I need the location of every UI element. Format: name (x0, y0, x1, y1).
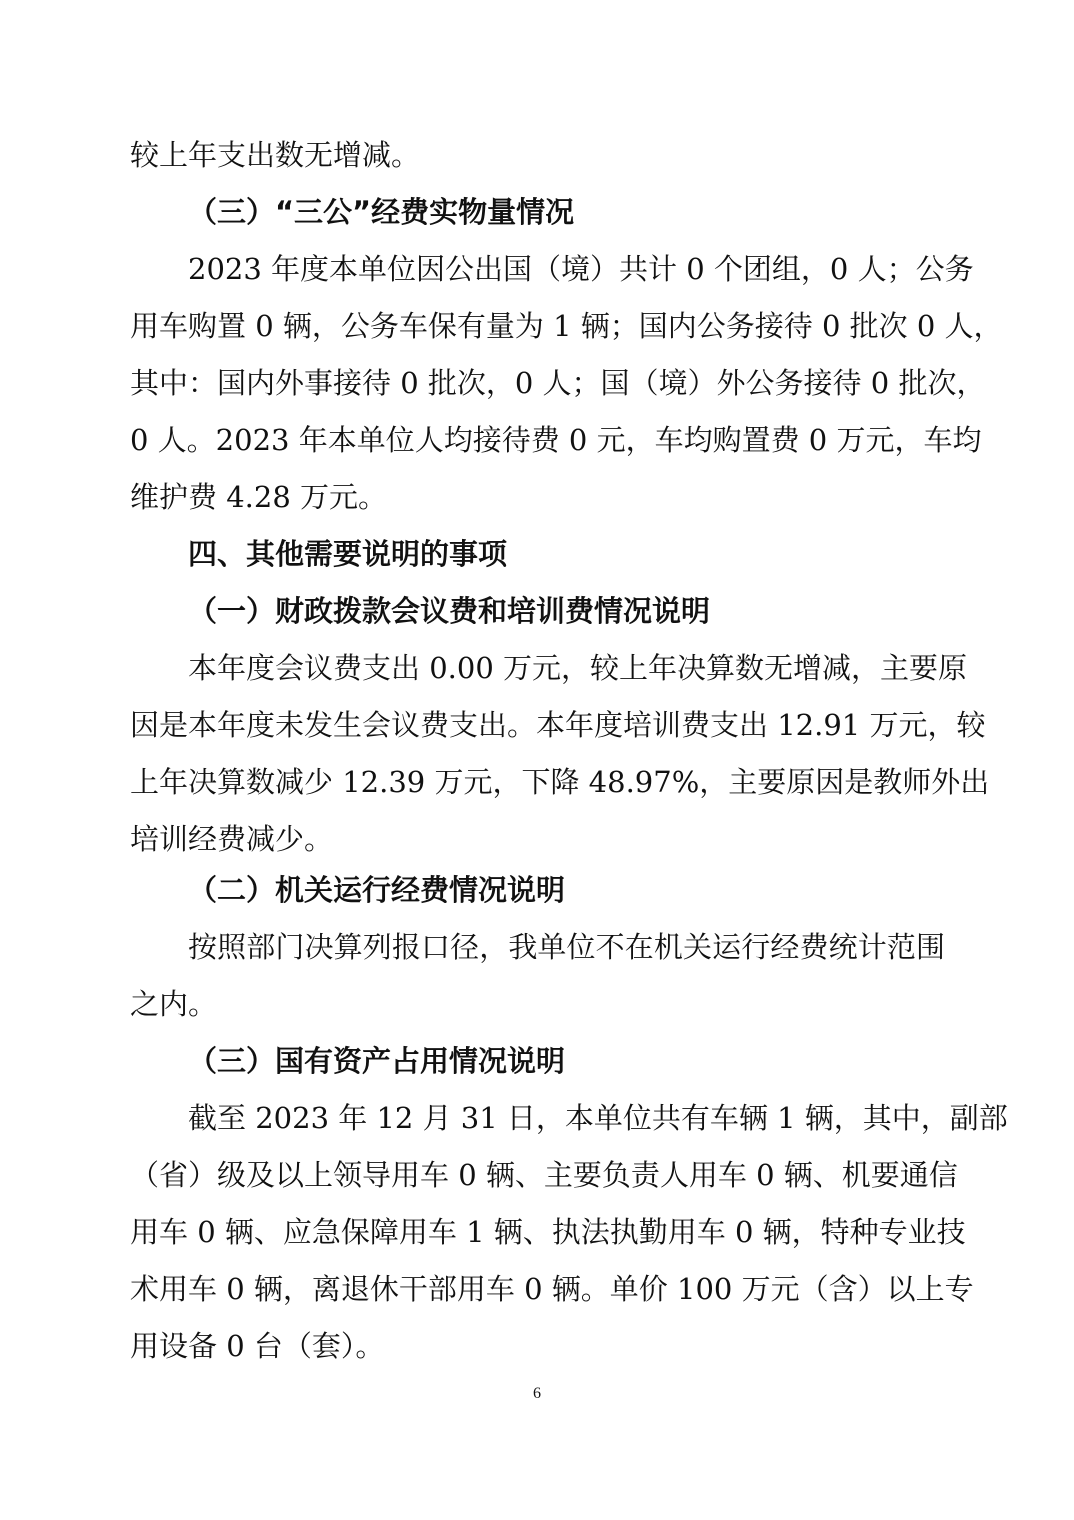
paragraph-line: 其中：国内外事接待 0 批次，0 人；国（境）外公务接待 0 批次， (130, 366, 986, 400)
paragraph-line: 按照部门决算列报口径，我单位不在机关运行经费统计范围 (188, 930, 945, 964)
paragraph-line: 用车购置 0 辆，公务车保有量为 1 辆；国内公务接待 0 批次 0 人， (130, 309, 1003, 343)
paragraph-line: 之内。 (130, 987, 218, 1021)
section-heading-other-matters: 四、其他需要说明的事项 (188, 537, 508, 571)
paragraph-line: （省）级及以上领导用车 0 辆、主要负责人用车 0 辆、机要通信 (130, 1158, 958, 1192)
paragraph-line: 术用车 0 辆，离退休干部用车 0 辆。单价 100 万元（含）以上专 (130, 1272, 974, 1306)
paragraph-continuation: 较上年支出数无增减。 (130, 138, 421, 172)
paragraph-line: 用设备 0 台（套）。 (130, 1329, 385, 1363)
paragraph-line: 用车 0 辆、应急保障用车 1 辆、执法执勤用车 0 辆，特种专业技 (130, 1215, 966, 1249)
paragraph-line: 2023 年度本单位因公出国（境）共计 0 个团组，0 人；公务 (188, 252, 974, 286)
page-number: 6 (533, 1385, 541, 1402)
paragraph-line: 维护费 4.28 万元。 (130, 480, 388, 514)
subsection-heading-operating-costs: （二）机关运行经费情况说明 (188, 873, 566, 907)
paragraph-line: 0 人。2023 年本单位人均接待费 0 元，车均购置费 0 万元，车均 (130, 423, 982, 457)
paragraph-line: 截至 2023 年 12 月 31 日，本单位共有车辆 1 辆，其中，副部 (188, 1101, 1008, 1135)
subsection-heading-state-assets: （三）国有资产占用情况说明 (188, 1044, 566, 1078)
paragraph-line: 培训经费减少。 (130, 822, 334, 856)
paragraph-line: 因是本年度未发生会议费支出。本年度培训费支出 12.91 万元，较 (130, 708, 986, 742)
subsection-heading-meeting-training: （一）财政拨款会议费和培训费情况说明 (188, 594, 711, 628)
paragraph-line: 上年决算数减少 12.39 万元，下降 48.97%，主要原因是教师外出 (130, 765, 990, 799)
paragraph-line: 本年度会议费支出 0.00 万元，较上年决算数无增减，主要原 (188, 651, 968, 685)
section-heading-sangong-physical: （三）“三公”经费实物量情况 (188, 195, 575, 229)
